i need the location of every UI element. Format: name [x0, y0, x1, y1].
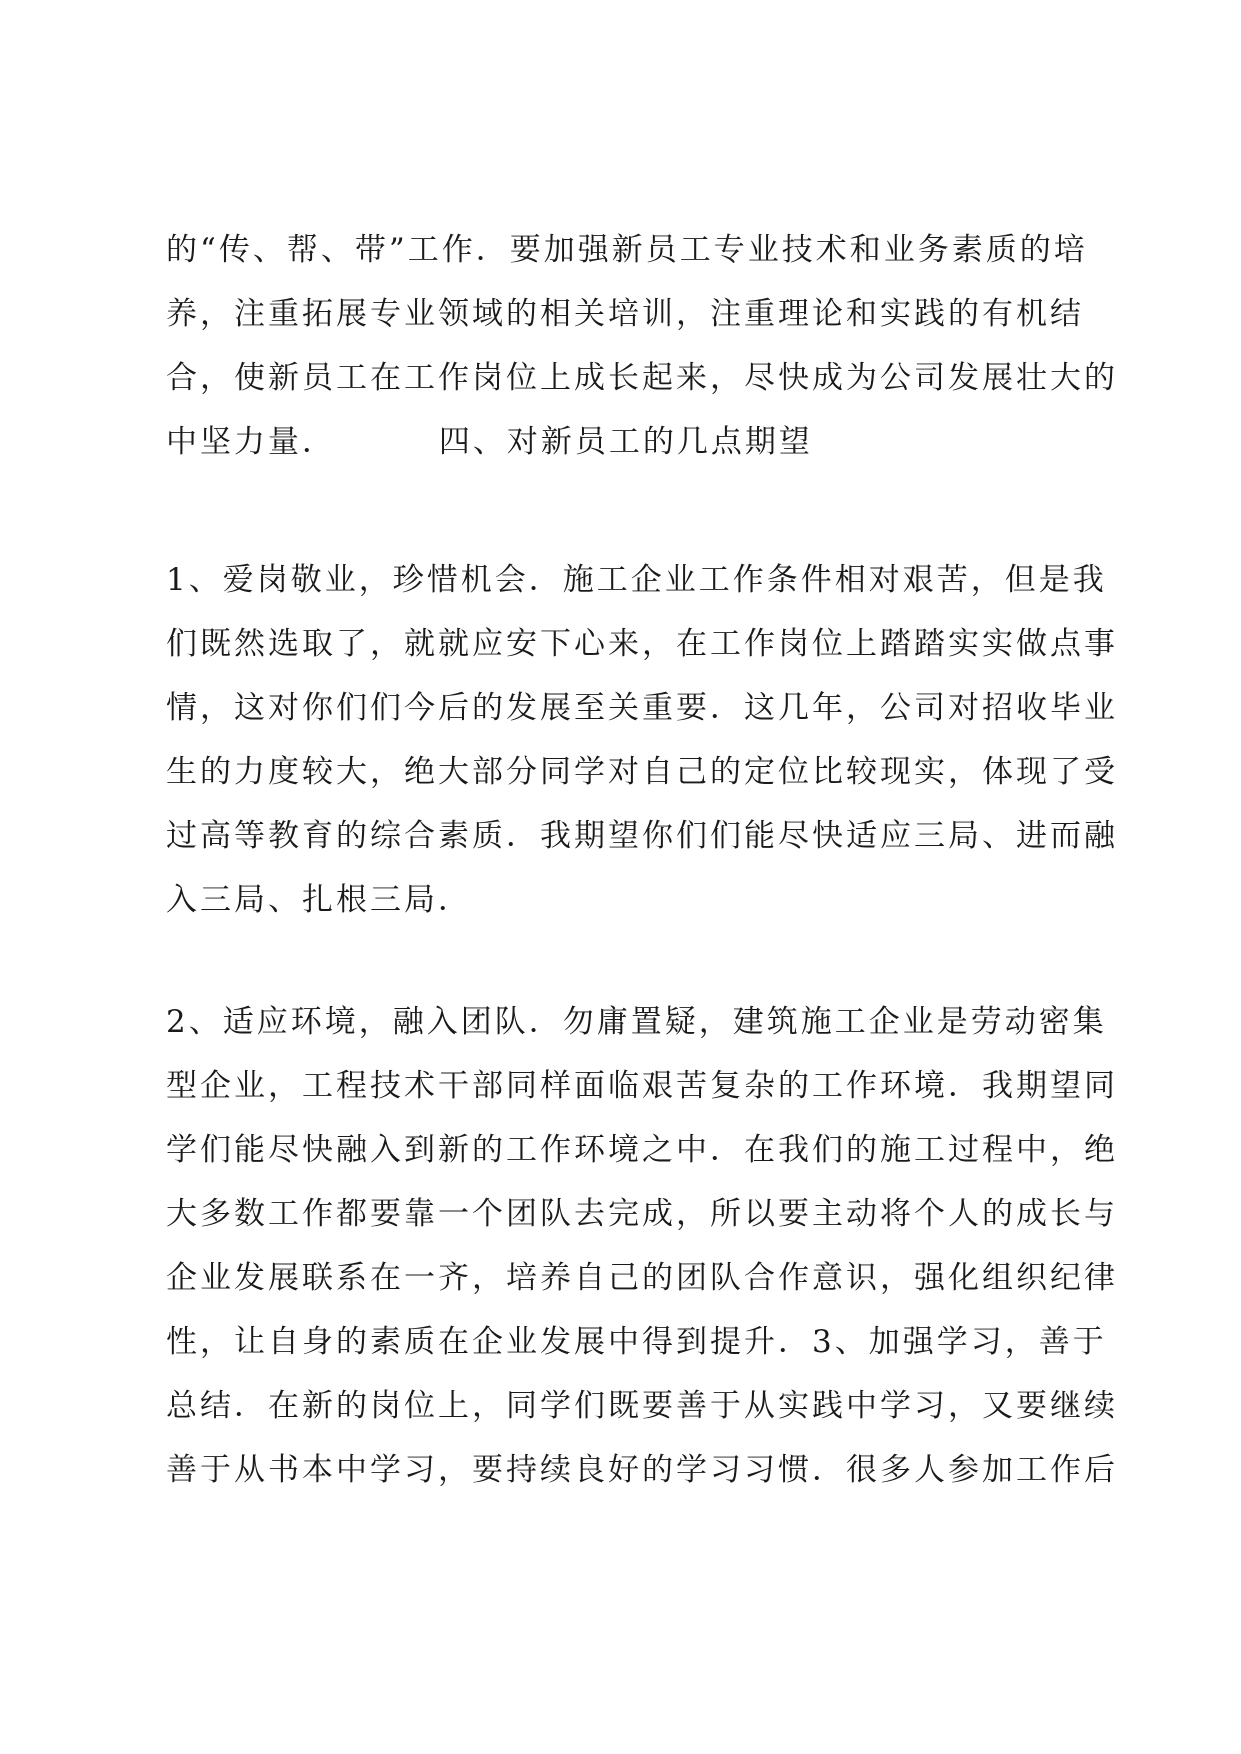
text-line: 过高等教育的综合素质．我期望你们们能尽快适应三局、进而融: [166, 818, 1118, 854]
text-line: 入三局、扎根三局．: [166, 882, 472, 918]
text-line: 型企业，工程技术干部同样面临艰苦复杂的工作环境．我期望同: [166, 1068, 1118, 1104]
text-line: 们既然选取了，就就应安下心来，在工作岗位上踏踏实实做点事: [166, 626, 1118, 662]
text-line: 企业发展联系在一齐，培养自己的团队合作意识，强化组织纪律: [166, 1260, 1118, 1296]
text-line: 合，使新员工在工作岗位上成长起来，尽快成为公司发展壮大的: [166, 360, 1118, 396]
text-line: 养，注重拓展专业领域的相关培训，注重理论和实践的有机结: [166, 296, 1084, 332]
text-line: 中坚力量． 四、对新员工的几点期望: [166, 424, 813, 460]
text-line: 2、适应环境，融入团队．勿庸置疑，建筑施工企业是劳动密集: [166, 1004, 1107, 1040]
text-line: 大多数工作都要靠一个团队去完成，所以要主动将个人的成长与: [166, 1196, 1118, 1232]
paragraph-3: [166, 990, 1118, 1502]
text-line: 总结．在新的岗位上，同学们既要善于从实践中学习，又要继续: [166, 1388, 1118, 1424]
text-line: 性，让自身的素质在企业发展中得到提升．3、加强学习，善于: [166, 1324, 1107, 1360]
text-line: 情，这对你们们今后的发展至关重要．这几年，公司对招收毕业: [166, 690, 1118, 726]
text-line: 生的力度较大，绝大部分同学对自己的定位比较现实，体现了受: [166, 754, 1118, 790]
text-line: 的“传、帮、带”工作．要加强新员工专业技术和业务素质的培: [166, 232, 1088, 268]
text-line: 学们能尽快融入到新的工作环境之中．在我们的施工过程中，绝: [166, 1132, 1118, 1168]
text-line: 善于从书本中学习，要持续良好的学习习惯．很多人参加工作后: [166, 1452, 1118, 1488]
paragraph-2: [166, 548, 1118, 932]
text-line: 1、爱岗敬业，珍惜机会．施工企业工作条件相对艰苦，但是我: [166, 562, 1107, 598]
paragraph-1: [166, 218, 1118, 474]
